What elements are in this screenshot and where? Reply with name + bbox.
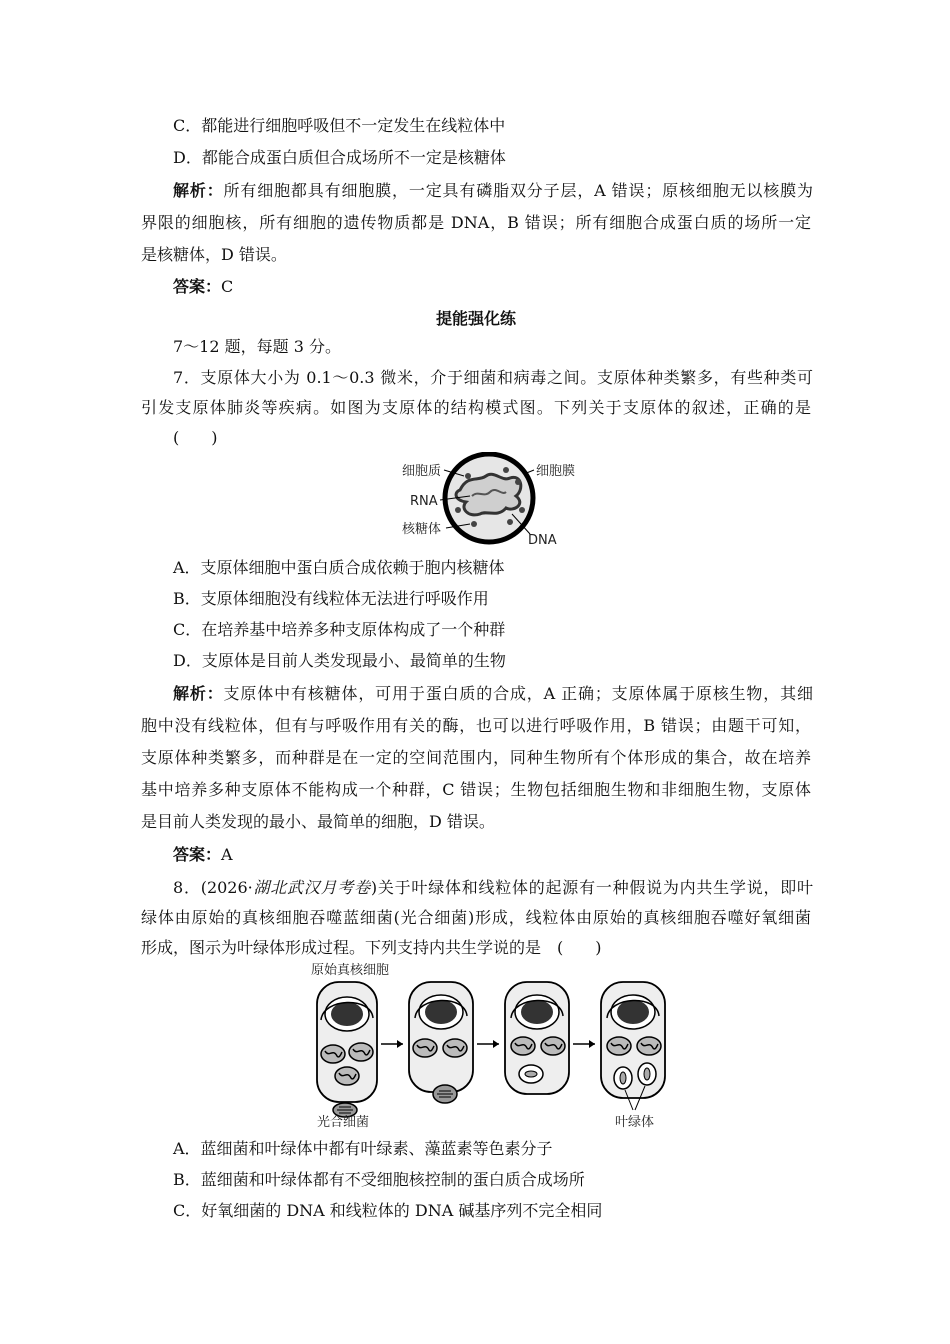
q8-stem-1b: )关于叶绿体和线粒体的起源有一种假说为内共生学说，即叶 <box>370 878 813 897</box>
endosymbiosis-diagram <box>305 960 675 1132</box>
q7-analysis-line-3: 支原体种类繁多，而种群是在一定的空间范围内，同种生物所有个体形成的集合，故在培养 <box>141 748 811 767</box>
q8-option-a: A．蓝细菌和叶绿体中都有叶绿素、藻蓝素等色素分子 <box>173 1139 553 1158</box>
label-dna: DNA <box>528 533 557 548</box>
q6-analysis-line-1 <box>173 181 813 201</box>
q7-analysis-label: 解析： <box>173 684 224 703</box>
q7-answer-value: A <box>221 845 233 864</box>
q6-analysis-text: 所有细胞都具有细胞膜，一定具有磷脂双分子层，A 错误；原核细胞无以核膜为 <box>223 181 813 200</box>
ribosome-dot <box>507 519 513 525</box>
label-ribosome: 核糖体 <box>402 522 442 537</box>
cell-stage-3 <box>505 982 569 1094</box>
section-title: 提能强化练 <box>435 309 516 328</box>
q8-stem-line-2: 绿体由原始的真核细胞吞噬蓝细菌(光合细菌)形成，线粒体由原始的真核细胞吞噬好氧细菌 <box>141 908 811 927</box>
q8-stem-line-3: 形成，图示为叶绿体形成过程。下列支持内共生学说的是 ( ) <box>141 938 602 957</box>
ribosome-dot <box>465 473 471 479</box>
q7-stem-line-1: 7．支原体大小为 0.1～0.3 微米，介于细菌和病毒之间。支原体种类繁多，有些种类可 <box>173 368 813 387</box>
ribosome-dot <box>455 507 461 513</box>
ribosome-dot <box>471 521 477 527</box>
label-photosynthetic-bacteria: 光合细菌 <box>317 1115 370 1130</box>
q6-answer-value: C <box>221 277 234 296</box>
q7-option-a: A．支原体细胞中蛋白质合成依赖于胞内核糖体 <box>173 558 505 577</box>
q7-analysis-line-2: 胞中没有线粒体，但有与呼吸作用有关的酶，也可以进行呼吸作用，B 错误；由题干可知， <box>141 716 811 735</box>
q7-option-c: C．在培养基中培养多种支原体构成了一个种群 <box>173 620 506 639</box>
q7-answer <box>173 845 813 865</box>
ribosome-dot <box>515 479 521 485</box>
q8-stem-1a: 8．(2026· <box>173 878 253 897</box>
q8-source: 湖北武汉月考卷 <box>252 878 371 897</box>
mycoplasma-diagram <box>398 452 598 552</box>
q8-stem-line-1 <box>173 878 813 898</box>
q6-option-c: C．都能进行细胞呼吸但不一定发生在线粒体中 <box>173 116 506 135</box>
q7-analysis-text: 支原体中有核糖体，可用于蛋白质的合成，A 正确；支原体属于原核生物，其细 <box>223 684 813 703</box>
q7-option-d: D．支原体是目前人类发现最小、最简单的生物 <box>173 651 506 670</box>
q6-answer-label: 答案： <box>173 277 222 296</box>
q6-analysis-label: 解析： <box>173 181 224 200</box>
cell-stage-1 <box>317 982 377 1117</box>
label-cytoplasm: 细胞质 <box>402 464 442 479</box>
q6-analysis-line-2: 界限的细胞核，所有细胞的遗传物质都是 DNA，B 错误；所有细胞合成蛋白质的场所一定 <box>141 213 811 232</box>
label-chloroplast: 叶绿体 <box>615 1115 655 1130</box>
q7-answer-label: 答案： <box>173 845 222 864</box>
q8-option-c: C．好氧细菌的 DNA 和线粒体的 DNA 碱基序列不完全相同 <box>173 1201 603 1220</box>
q8-option-b: B．蓝细菌和叶绿体都有不受细胞核控制的蛋白质合成场所 <box>173 1170 585 1189</box>
q7-stem-line-2: 引发支原体肺炎等疾病。如图为支原体的结构模式图。下列关于支原体的叙述，正确的是 <box>141 398 811 417</box>
q7-analysis-line-4: 基中培养多种支原体不能构成一个种群，C 错误；生物包括细胞生物和非细胞生物，支原体 <box>141 780 811 799</box>
q7-analysis-line-5: 是目前人类发现的最小、最简单的细胞，D 错误。 <box>141 812 495 831</box>
cell-stage-4 <box>601 982 665 1110</box>
label-membrane: 细胞膜 <box>536 464 576 479</box>
label-rna: RNA <box>410 494 438 509</box>
q6-analysis-line-3: 是核糖体，D 错误。 <box>141 245 287 264</box>
q7-stem-line-3: ( ) <box>173 428 218 447</box>
label-primitive-eukaryote: 原始真核细胞 <box>311 963 390 978</box>
cell-stage-2 <box>409 982 473 1103</box>
q6-option-d: D．都能合成蛋白质但合成场所不一定是核糖体 <box>173 148 506 167</box>
q7-analysis-line-1 <box>173 684 813 704</box>
ribosome-dot <box>503 467 509 473</box>
ribosome-dot <box>519 507 525 513</box>
q6-answer <box>173 277 813 297</box>
section-note: 7～12 题，每题 3 分。 <box>173 337 341 356</box>
q7-option-b: B．支原体细胞没有线粒体无法进行呼吸作用 <box>173 589 489 608</box>
